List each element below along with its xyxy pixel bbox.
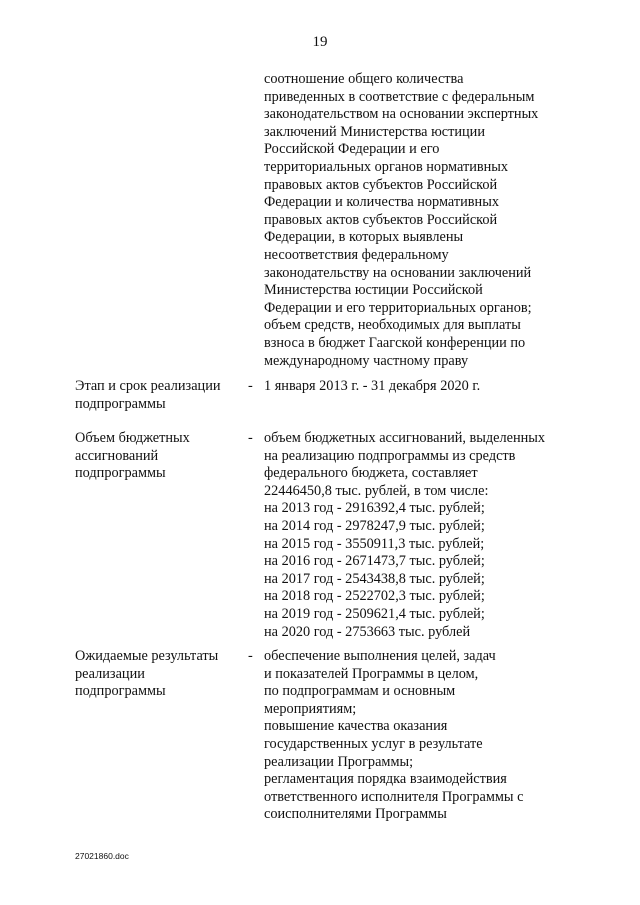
- text-line: соотношение общего количества: [264, 71, 464, 87]
- label-line: Объем бюджетных: [75, 430, 190, 446]
- text-line: приведенных в соответствие с федеральным: [264, 88, 535, 105]
- value-line: реализации Программы;: [264, 753, 414, 770]
- text-line: Федерации и количества нормативных: [264, 194, 499, 211]
- text-line: территориальных органов нормативных: [264, 158, 508, 175]
- text-line: правовых актов субъектов Российской: [264, 211, 498, 228]
- value-line: на 2015 год - 3550911,3 тыс. рублей;: [264, 535, 485, 552]
- row-dash: -: [248, 378, 253, 394]
- value-line: 1 января 2013 г. - 31 декабря 2020 г.: [264, 378, 481, 394]
- text-line: Российской Федерации и его: [264, 141, 440, 158]
- text-line: заключений Министерства юстиции: [264, 123, 485, 140]
- text-line: Федерации, в которых выявлены: [264, 229, 464, 246]
- row-value: [264, 648, 594, 824]
- value-line: по подпрограммам и основным: [264, 683, 456, 700]
- value-line: на 2018 год - 2522702,3 тыс. рублей;: [264, 588, 485, 605]
- value-line: обеспечение выполнения целей, задач: [264, 648, 496, 664]
- value-line: на 2017 год - 2543438,8 тыс. рублей;: [264, 570, 485, 587]
- value-line: на 2013 год - 2916392,4 тыс. рублей;: [264, 500, 485, 517]
- value-line: на 2014 год - 2978247,9 тыс. рублей;: [264, 517, 485, 534]
- label-line: подпрограммы: [75, 395, 166, 412]
- label-line: Ожидаемые результаты: [75, 648, 219, 664]
- text-line: правовых актов субъектов Российской: [264, 176, 498, 193]
- value-line: мероприятиям;: [264, 700, 357, 717]
- label-line: подпрограммы: [75, 683, 166, 700]
- value-line: объем бюджетных ассигнований, выделенных: [264, 430, 546, 446]
- value-line: на 2019 год - 2509621,4 тыс. рублей;: [264, 605, 485, 622]
- row-label: [75, 648, 245, 701]
- label-line: ассигнований: [75, 447, 159, 464]
- value-line: регламентация порядка взаимодействия: [264, 771, 507, 788]
- file-name-footer: 27021860.doc: [75, 851, 129, 861]
- value-line: 22446450,8 тыс. рублей, в том числе:: [264, 482, 489, 499]
- value-line: государственных услуг в результате: [264, 735, 483, 752]
- text-line: международному частному праву: [264, 352, 469, 369]
- text-line: Федерации и его территориальных органов;: [264, 299, 532, 316]
- value-line: ответственного исполнителя Программы с: [264, 788, 524, 805]
- row-label: [75, 378, 245, 413]
- row-dash: -: [248, 648, 253, 664]
- label-line: реализации: [75, 665, 145, 682]
- value-line: на реализацию подпрограммы из средств: [264, 447, 516, 464]
- value-line: федерального бюджета, составляет: [264, 465, 478, 482]
- page-number: 19: [312, 34, 328, 50]
- row-label: [75, 430, 245, 483]
- continuation-text: [264, 71, 584, 370]
- row-dash: -: [248, 430, 253, 446]
- value-line: на 2016 год - 2671473,7 тыс. рублей;: [264, 553, 485, 570]
- text-line: законодательству на основании заключений: [264, 264, 532, 281]
- label-line: Этап и срок реализации: [75, 378, 221, 394]
- value-line: на 2020 год - 2753663 тыс. рублей: [264, 623, 471, 640]
- text-line: законодательством на основании экспертных: [264, 106, 539, 123]
- label-line: подпрограммы: [75, 465, 166, 482]
- text-line: несоответствия федеральному: [264, 246, 449, 263]
- text-line: взноса в бюджет Гаагской конференции по: [264, 334, 526, 351]
- text-line: объем средств, необходимых для выплаты: [264, 317, 521, 334]
- text-line: Министерства юстиции Российской: [264, 282, 483, 299]
- value-line: повышение качества оказания: [264, 718, 448, 735]
- row-value: [264, 378, 594, 396]
- value-line: соисполнителями Программы: [264, 806, 447, 823]
- row-value: [264, 430, 594, 641]
- value-line: и показателей Программы в целом,: [264, 665, 479, 682]
